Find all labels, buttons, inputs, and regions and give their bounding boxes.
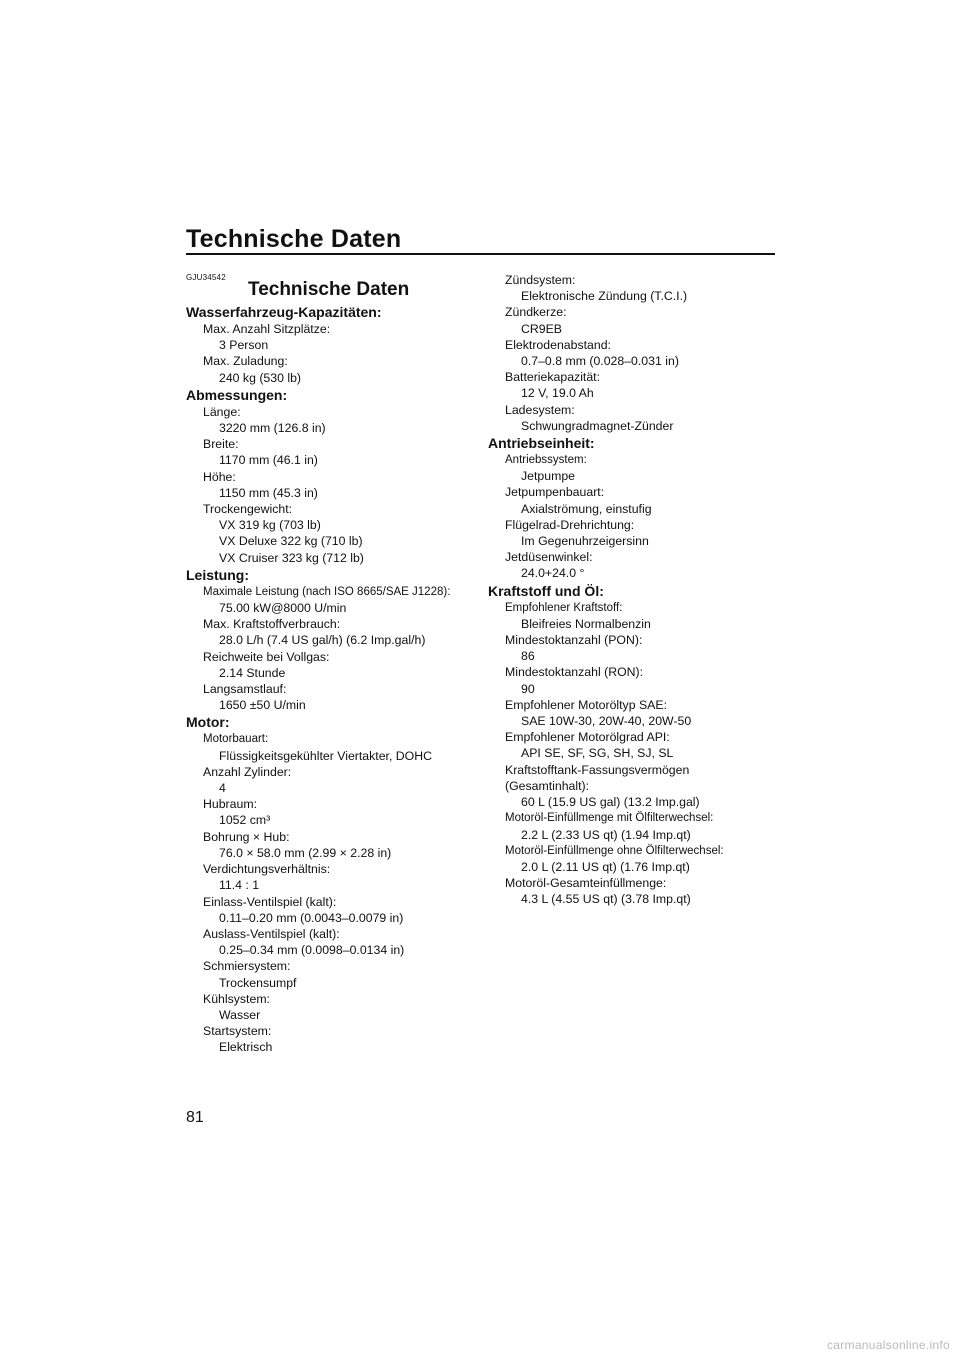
spec-value: VX 319 kg (703 lb): [219, 518, 321, 533]
spec-label: Motoröl-Gesamteinfüllmenge:: [505, 876, 667, 891]
header-rule: [186, 253, 775, 255]
spec-value: Wasser: [219, 1007, 261, 1022]
spec-value: 90: [521, 681, 535, 696]
spec-label: Max. Anzahl Sitzplätze:: [203, 322, 331, 336]
spec-value: SAE 10W-30, 20W-40, 20W-50: [521, 714, 692, 729]
spec-value: Schwungradmagnet-Zünder: [521, 418, 674, 433]
spec-label: Trockengewicht:: [203, 502, 293, 517]
spec-value: 24.0+24.0 °: [521, 566, 585, 581]
spec-label: Max. Zuladung:: [203, 354, 288, 369]
spec-label: Länge:: [203, 404, 241, 419]
watermark: carmanualsonline.info: [826, 1338, 950, 1352]
spec-value: Elektronische Zündung (T.C.I.): [521, 289, 688, 304]
spec-value: 1650 ±50 U/min: [219, 698, 306, 713]
spec-value: 3 Person: [219, 338, 269, 353]
spec-value: Axialströmung, einstufig: [521, 501, 652, 516]
spec-value: 0.7–0.8 mm (0.028–0.031 in): [521, 354, 679, 369]
spec-value: 1150 mm (45.3 in): [219, 485, 318, 500]
spec-label: Anzahl Zylinder:: [203, 764, 292, 779]
spec-value: 2.0 L (2.11 US qt) (1.76 Imp.qt): [521, 859, 690, 874]
spec-label: Zündsystem:: [505, 273, 576, 287]
spec-value: VX Deluxe 322 kg (710 lb): [219, 534, 363, 549]
spec-label: Maximale Leistung (nach ISO 8665/SAE J1228):: [203, 585, 451, 598]
group-title: Kraftstoff und Öl:: [488, 582, 604, 599]
spec-label: Motoröl-Einfüllmenge ohne Ölfilterwechsel:: [505, 844, 724, 857]
spec-label: Elektrodenabstand:: [505, 337, 611, 352]
spec-label: Empfohlener Motoröltyp SAE:: [505, 697, 667, 712]
section-title: Technische Daten: [248, 279, 410, 300]
spec-value: 2.2 L (2.33 US qt) (1.94 Imp.qt): [521, 827, 691, 842]
page-header-title: Technische Daten: [186, 225, 402, 253]
spec-value: 11.4 : 1: [219, 878, 260, 893]
group-title: Wasserfahrzeug-Kapazitäten:: [186, 304, 382, 320]
spec-label: (Gesamtinhalt):: [505, 778, 590, 793]
spec-value: 0.11–0.20 mm (0.0043–0.0079 in): [219, 910, 404, 925]
spec-value: 0.25–0.34 mm (0.0098–0.0134 in): [219, 943, 405, 958]
spec-value: API SE, SF, SG, SH, SJ, SL: [521, 746, 674, 761]
group-title: Motor:: [186, 714, 230, 731]
spec-label: Batteriekapazität:: [505, 370, 601, 385]
spec-value: 75.00 kW@8000 U/min: [219, 601, 347, 616]
spec-label: Bohrung × Hub:: [203, 829, 290, 844]
spec-value: 28.0 L/h (7.4 US gal/h) (6.2 Imp.gal/h): [219, 633, 426, 648]
spec-value: 2.14 Stunde: [219, 665, 286, 680]
group-title: Antriebseinheit:: [488, 435, 595, 452]
spec-value: Im Gegenuhrzeigersinn: [521, 534, 649, 549]
spec-value: 60 L (15.9 US gal) (13.2 Imp.gal): [521, 795, 700, 810]
right-groups: [488, 272, 788, 908]
right-column: [488, 272, 788, 908]
spec-label: Jetdüsenwinkel:: [505, 550, 593, 565]
spec-label: Kraftstofftank-Fassungsvermögen: [505, 762, 690, 777]
spec-label: Mindestoktanzahl (PON):: [505, 633, 643, 648]
spec-value: 4.3 L (4.55 US qt) (3.78 Imp.qt): [521, 892, 691, 907]
spec-value: 12 V, 19.0 Ah: [521, 386, 594, 401]
spec-label: Empfohlener Motorölgrad API:: [505, 730, 670, 745]
spec-label: Langsamstlauf:: [203, 682, 287, 697]
spec-value: 76.0 × 58.0 mm (2.99 × 2.28 in): [219, 845, 392, 860]
spec-label: Reichweite bei Vollgas:: [203, 649, 330, 664]
left-column: [186, 273, 486, 1056]
spec-label: Motorbauart:: [203, 733, 269, 746]
spec-value: Bleifreies Normalbenzin: [521, 616, 651, 631]
spec-label: Antriebssystem:: [505, 454, 587, 467]
spec-label: Kühlsystem:: [203, 991, 270, 1006]
spec-label: Motoröl-Einfüllmenge mit Ölfilterwechsel:: [505, 812, 714, 825]
group-title: Abmessungen:: [186, 386, 288, 403]
spec-value: Trockensumpf: [219, 975, 297, 990]
spec-value: 86: [521, 649, 535, 664]
spec-value: Jetpumpe: [521, 469, 576, 484]
spec-value: 1052 cm³: [219, 813, 271, 828]
spec-label: Flügelrad-Drehrichtung:: [505, 517, 635, 532]
spec-label: Zündkerze:: [505, 305, 567, 320]
spec-label: Max. Kraftstoffverbrauch:: [203, 617, 341, 632]
spec-value: 3220 mm (126.8 in): [219, 421, 326, 436]
left-groups: [186, 303, 486, 1056]
spec-label: Ladesystem:: [505, 402, 575, 417]
spec-label: Empfohlener Kraftstoff:: [505, 601, 623, 614]
spec-value: 1170 mm (46.1 in): [219, 453, 318, 468]
spec-value: 240 kg (530 lb): [219, 370, 302, 385]
spec-label: Jetpumpenbauart:: [505, 485, 605, 500]
spec-label: Verdichtungsverhältnis:: [203, 862, 331, 877]
spec-value: Elektrisch: [219, 1040, 273, 1055]
spec-label: Hubraum:: [203, 797, 257, 812]
spec-value: CR9EB: [521, 321, 563, 336]
doc-code: GJU34542: [186, 273, 226, 282]
spec-label: Startsystem:: [203, 1024, 272, 1039]
group-title: Leistung:: [186, 566, 249, 583]
spec-value: Flüssigkeitsgekühlter Viertakter, DOHC: [219, 748, 432, 763]
spec-label: Breite:: [203, 437, 239, 452]
spec-label: Mindestoktanzahl (RON):: [505, 665, 644, 680]
spec-label: Auslass-Ventilspiel (kalt):: [203, 926, 340, 941]
spec-value: 4: [219, 781, 226, 796]
spec-value: VX Cruiser 323 kg (712 lb): [219, 550, 364, 565]
page-number: 81: [186, 1109, 204, 1126]
spec-label: Einlass-Ventilspiel (kalt):: [203, 894, 337, 909]
spec-label: Schmiersystem:: [203, 959, 291, 974]
spec-label: Höhe:: [203, 469, 236, 484]
